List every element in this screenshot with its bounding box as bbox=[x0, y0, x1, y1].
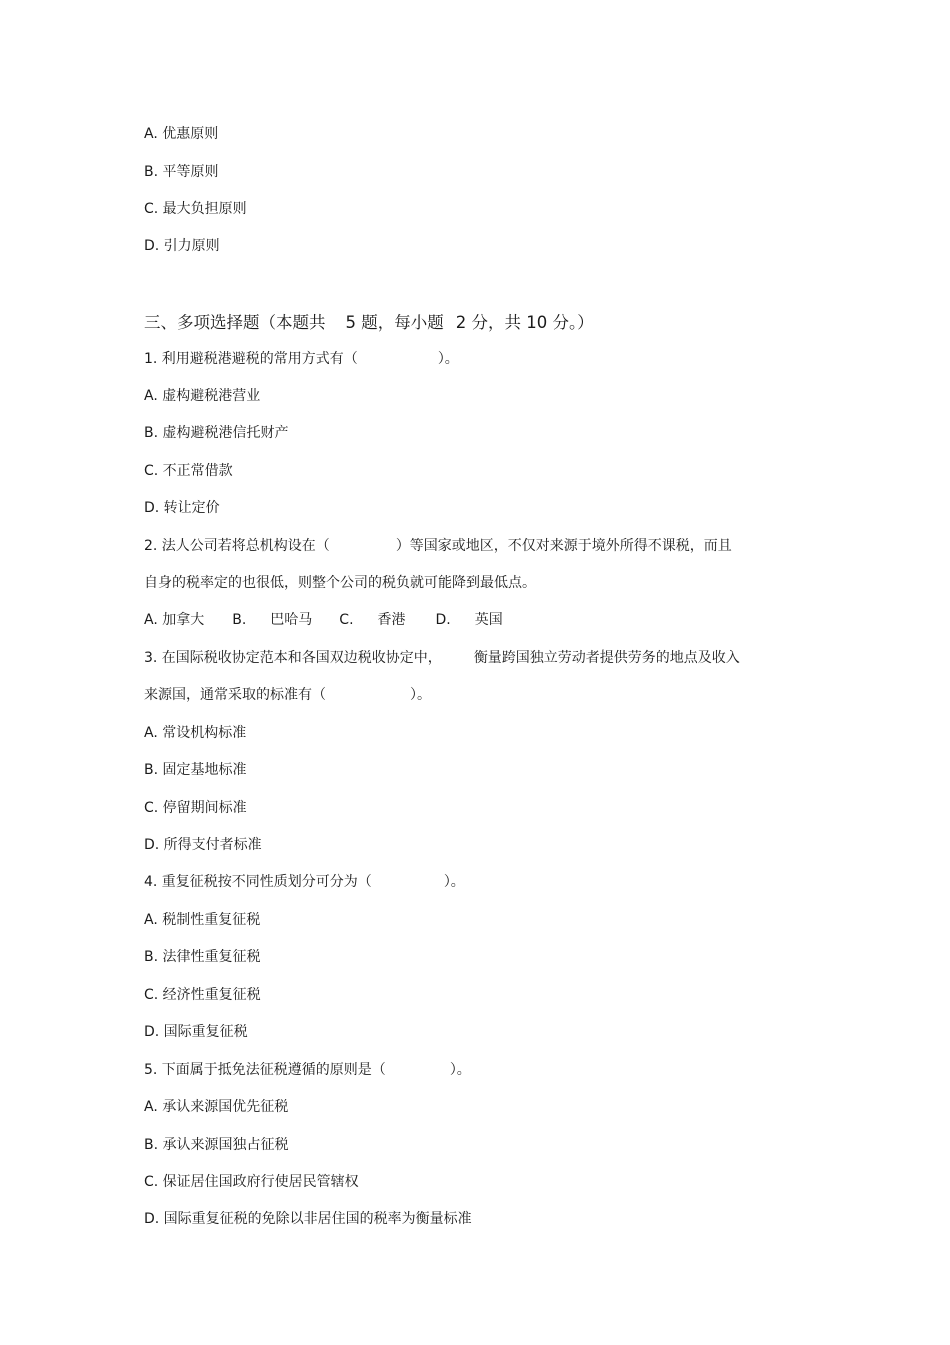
q1-stem-end: ）。 bbox=[437, 351, 459, 367]
q3-stem-line2-end: ）。 bbox=[410, 687, 431, 703]
q2-option-d-letter: D. bbox=[435, 612, 451, 628]
q5-stem bbox=[144, 1060, 471, 1080]
q2-stem-line2: 自身的税率定的也很低，则整个公司的税负就可能降到最低点。 bbox=[144, 575, 536, 591]
q5-stem-start: 5. 下面属于抵免法征税遵循的原则是（ bbox=[144, 1062, 386, 1078]
q2-stem bbox=[144, 536, 732, 556]
q5-option-b: B. 承认来源国独占征税 bbox=[144, 1137, 289, 1153]
prev-option-c: C. 最大负担原则 bbox=[144, 201, 247, 217]
q2-stem-start: 2. 法人公司若将总机构设在（ bbox=[144, 538, 330, 554]
q2-option-b-letter: B. bbox=[232, 612, 247, 628]
q3-option-a: A. 常设机构标准 bbox=[144, 725, 247, 741]
q3-stem-start: 3. 在国际税收协定范本和各国双边税收协定中， bbox=[144, 650, 442, 666]
q2-option-d-text: 英国 bbox=[474, 612, 503, 628]
q3-option-b: B. 固定基地标准 bbox=[144, 762, 247, 778]
section-heading-part2: 5 题，每小题 bbox=[345, 313, 444, 332]
q4-option-d: D. 国际重复征税 bbox=[144, 1024, 248, 1040]
q4-stem bbox=[144, 872, 465, 892]
q2-stem-end: ）等国家或地区，不仅对来源于境外所得不课税，而且 bbox=[395, 538, 732, 554]
q4-option-b: B. 法律性重复征税 bbox=[144, 949, 261, 965]
q4-stem-end: ）。 bbox=[443, 874, 465, 890]
section-heading-part3: 2 分，共 10 分。） bbox=[455, 313, 594, 332]
q2-option-c-text: 香港 bbox=[377, 612, 406, 628]
q5-option-c: C. 保证居住国政府行使居民管辖权 bbox=[144, 1174, 359, 1190]
q1-stem-start: 1. 利用避税港避税的常用方式有（ bbox=[144, 351, 358, 367]
prev-option-a: A. 优惠原则 bbox=[144, 126, 219, 142]
q2-option-c-letter: C. bbox=[339, 612, 354, 628]
q3-stem bbox=[144, 648, 740, 668]
q3-stem-line2-start: 来源国，通常采取的标准有（ bbox=[144, 687, 326, 703]
q3-option-c: C. 停留期间标准 bbox=[144, 800, 247, 816]
section-heading-part1: 三、多项选择题（本题共 bbox=[144, 313, 326, 332]
q5-option-d: D. 国际重复征税的免除以非居住国的税率为衡量标准 bbox=[144, 1211, 472, 1227]
q2-option-b-text: 巴哈马 bbox=[270, 612, 313, 628]
q3-stem-line2 bbox=[144, 685, 431, 705]
q2-options bbox=[144, 610, 503, 630]
q2-option-a: A. 加拿大 bbox=[144, 612, 205, 628]
q4-option-c: C. 经济性重复征税 bbox=[144, 987, 261, 1003]
q1-option-b: B. 虚构避税港信托财产 bbox=[144, 425, 289, 441]
q4-option-a: A. 税制性重复征税 bbox=[144, 912, 261, 928]
q1-stem bbox=[144, 349, 459, 369]
q1-option-a: A. 虚构避税港营业 bbox=[144, 388, 261, 404]
q1-option-c: C. 不正常借款 bbox=[144, 463, 233, 479]
q5-stem-end: ）。 bbox=[449, 1062, 471, 1078]
prev-option-b: B. 平等原则 bbox=[144, 164, 219, 180]
q1-option-d: D. 转让定价 bbox=[144, 500, 220, 516]
q4-stem-start: 4. 重复征税按不同性质划分可分为（ bbox=[144, 874, 372, 890]
q3-stem-end: 衡量跨国独立劳动者提供劳务的地点及收入 bbox=[473, 650, 740, 666]
section-heading bbox=[144, 312, 594, 334]
q5-option-a: A. 承认来源国优先征税 bbox=[144, 1099, 289, 1115]
q3-option-d: D. 所得支付者标准 bbox=[144, 837, 262, 853]
prev-option-d: D. 引力原则 bbox=[144, 238, 220, 254]
